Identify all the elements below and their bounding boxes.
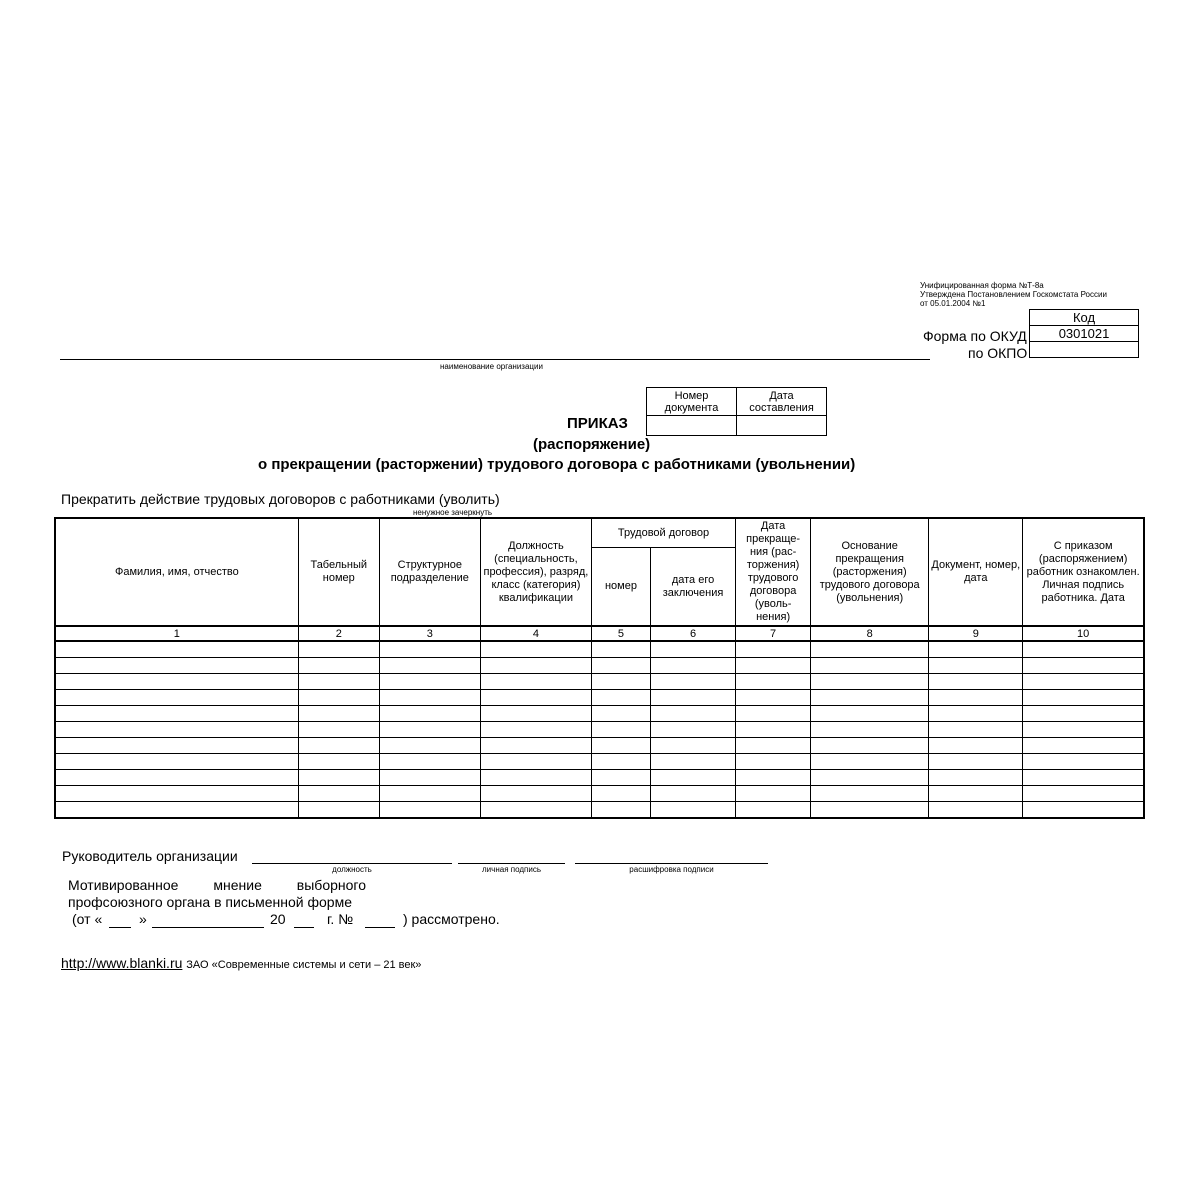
motivation-from-label: (от «	[72, 911, 103, 927]
col-header-position: Должность (специальность, профессия), разряд, класс (категория) квалификации	[480, 518, 591, 626]
table-cell[interactable]	[651, 802, 736, 819]
table-body	[55, 641, 1144, 818]
table-cell[interactable]	[591, 786, 650, 802]
year-field[interactable]	[294, 927, 314, 928]
table-cell[interactable]	[1023, 690, 1144, 706]
column-number: 1	[55, 626, 298, 641]
table-cell[interactable]	[591, 690, 650, 706]
motivation-word: Мотивированное	[68, 877, 179, 893]
code-box	[1029, 309, 1139, 358]
table-cell[interactable]	[379, 786, 480, 802]
table-row	[55, 754, 1144, 770]
col-header-name: Фамилия, имя, отчество	[55, 518, 298, 626]
table-cell[interactable]	[379, 770, 480, 786]
table-cell[interactable]	[736, 658, 811, 674]
table-cell[interactable]	[591, 770, 650, 786]
table-cell[interactable]	[1023, 658, 1144, 674]
table-cell[interactable]	[298, 738, 379, 754]
form-stamp	[920, 281, 1107, 308]
table-cell[interactable]	[929, 770, 1023, 786]
table-cell[interactable]	[1023, 722, 1144, 738]
col-header-contract: Трудовой договор	[591, 518, 735, 548]
signature-caption: личная подпись	[482, 865, 541, 874]
col-header-contract-number: номер	[591, 548, 650, 627]
table-cell[interactable]	[55, 754, 298, 770]
table-row	[55, 674, 1144, 690]
table-cell[interactable]	[651, 786, 736, 802]
table-row	[55, 802, 1144, 819]
motivation-line1	[68, 877, 366, 893]
table-cell[interactable]	[811, 690, 929, 706]
table-cell[interactable]	[811, 674, 929, 690]
manager-decoding-field[interactable]	[575, 863, 768, 864]
okpo-label: по ОКПО	[968, 345, 1028, 361]
table-cell[interactable]	[591, 641, 650, 658]
table-cell[interactable]	[298, 802, 379, 819]
table-cell[interactable]	[55, 674, 298, 690]
table-cell[interactable]	[736, 674, 811, 690]
table-cell[interactable]	[379, 722, 480, 738]
table-cell[interactable]	[55, 786, 298, 802]
table-cell[interactable]	[1023, 641, 1144, 658]
form-stamp-line1: Унифицированная форма №Т-8а	[920, 281, 1044, 290]
table-row	[55, 658, 1144, 674]
table-cell[interactable]	[480, 674, 591, 690]
table-cell[interactable]	[480, 706, 591, 722]
table-cell[interactable]	[929, 641, 1023, 658]
motivation-line2: профсоюзного органа в письменной форме	[68, 894, 352, 910]
table-cell[interactable]	[55, 658, 298, 674]
table-cell[interactable]	[298, 658, 379, 674]
table-cell[interactable]	[1023, 770, 1144, 786]
table-cell[interactable]	[1023, 706, 1144, 722]
column-number: 8	[811, 626, 929, 641]
table-cell[interactable]	[736, 738, 811, 754]
column-numbers-row	[55, 626, 1144, 641]
company-name: ЗАО «Современные системы и сети – 21 век»	[186, 959, 422, 971]
intro-text: Прекратить действие трудовых договоров с работниками (уволить)	[61, 491, 500, 507]
form-stamp-line2: Утверждена Постановлением Госкомстата России	[920, 290, 1107, 299]
table-row	[55, 641, 1144, 658]
okpo-code-field[interactable]	[1030, 342, 1139, 358]
table-cell[interactable]	[591, 738, 650, 754]
table-cell[interactable]	[379, 706, 480, 722]
table-cell[interactable]	[298, 690, 379, 706]
page-subtitle: (распоряжение)	[533, 436, 651, 453]
table-cell[interactable]	[1023, 786, 1144, 802]
table-cell[interactable]	[379, 658, 480, 674]
table-cell[interactable]	[736, 802, 811, 819]
table-cell[interactable]	[811, 722, 929, 738]
motivation-word: мнение	[213, 877, 262, 893]
table-cell[interactable]	[651, 690, 736, 706]
table-cell[interactable]	[811, 802, 929, 819]
table-cell[interactable]	[736, 770, 811, 786]
table-cell[interactable]	[811, 658, 929, 674]
column-number: 3	[379, 626, 480, 641]
table-cell[interactable]	[55, 690, 298, 706]
table-cell[interactable]	[298, 786, 379, 802]
table-cell[interactable]	[811, 754, 929, 770]
column-number: 9	[929, 626, 1023, 641]
table-cell[interactable]	[480, 754, 591, 770]
doc-number-header: Номер документа	[647, 388, 737, 416]
col-header-department: Структурное подразделение	[379, 518, 480, 626]
table-cell[interactable]	[929, 690, 1023, 706]
table-cell[interactable]	[651, 641, 736, 658]
column-number: 10	[1023, 626, 1144, 641]
table-cell[interactable]	[651, 770, 736, 786]
table-row	[55, 738, 1144, 754]
table-cell[interactable]	[591, 706, 650, 722]
decoding-caption: расшифровка подписи	[629, 865, 714, 874]
organization-name-line[interactable]	[60, 359, 930, 360]
organization-caption: наименование организации	[440, 362, 543, 371]
manager-position-field[interactable]	[252, 863, 452, 864]
table-cell[interactable]	[811, 770, 929, 786]
table-cell[interactable]	[55, 770, 298, 786]
table-cell[interactable]	[736, 706, 811, 722]
table-cell[interactable]	[736, 786, 811, 802]
footer	[61, 955, 421, 971]
reviewed-text: ) рассмотрено.	[403, 911, 500, 927]
table-cell[interactable]	[55, 722, 298, 738]
doc-date-field[interactable]	[737, 416, 827, 436]
column-number: 7	[736, 626, 811, 641]
col-header-document: Документ, номер, дата	[929, 518, 1023, 626]
table-cell[interactable]	[811, 786, 929, 802]
table-cell[interactable]	[929, 706, 1023, 722]
table-cell[interactable]	[651, 674, 736, 690]
table-cell[interactable]	[929, 786, 1023, 802]
table-cell[interactable]	[379, 738, 480, 754]
table-cell[interactable]	[651, 722, 736, 738]
table-cell[interactable]	[591, 674, 650, 690]
table-cell[interactable]	[55, 706, 298, 722]
table-cell[interactable]	[736, 754, 811, 770]
table-row	[55, 722, 1144, 738]
column-number: 6	[651, 626, 736, 641]
table-cell[interactable]	[480, 770, 591, 786]
table-cell[interactable]	[55, 802, 298, 819]
table-cell[interactable]	[298, 706, 379, 722]
table-cell[interactable]	[811, 738, 929, 754]
table-cell[interactable]	[298, 674, 379, 690]
column-number: 4	[480, 626, 591, 641]
table-cell[interactable]	[929, 738, 1023, 754]
quote-close: »	[139, 911, 147, 927]
table-cell[interactable]	[736, 641, 811, 658]
table-cell[interactable]	[379, 641, 480, 658]
position-caption: должность	[332, 865, 372, 874]
page-heading: о прекращении (расторжении) трудового договора с работниками (увольнении)	[258, 456, 856, 473]
document-number-box	[646, 387, 827, 436]
table-cell[interactable]	[298, 770, 379, 786]
table-cell[interactable]	[1023, 738, 1144, 754]
table-cell[interactable]	[480, 786, 591, 802]
table-cell[interactable]	[298, 754, 379, 770]
number-label: г. №	[327, 911, 354, 927]
code-header: Код	[1030, 310, 1139, 326]
table-cell[interactable]	[591, 754, 650, 770]
table-row	[55, 786, 1144, 802]
table-cell[interactable]	[480, 738, 591, 754]
col-header-tab-number: Табельный номер	[298, 518, 379, 626]
table-cell[interactable]	[651, 706, 736, 722]
table-row	[55, 690, 1144, 706]
table-cell[interactable]	[929, 674, 1023, 690]
table-cell[interactable]	[379, 802, 480, 819]
okud-label: Форма по ОКУД	[923, 328, 1027, 344]
table-cell[interactable]	[591, 658, 650, 674]
site-link[interactable]: http://www.blanki.ru	[61, 955, 183, 971]
table-cell[interactable]	[736, 722, 811, 738]
col-header-acknowledgement: С приказом (распоряжением) работник ознакомлен. Личная подпись работника. Дата	[1023, 518, 1144, 626]
col-header-end-date: Дата прекраще-ния (рас-торжения) трудового договора (уволь-нения)	[736, 518, 811, 626]
table-cell[interactable]	[591, 802, 650, 819]
year-prefix: 20	[270, 911, 286, 927]
table-cell[interactable]	[298, 641, 379, 658]
table-cell[interactable]	[929, 722, 1023, 738]
table-cell[interactable]	[736, 690, 811, 706]
motivation-word: выборного	[296, 877, 366, 893]
table-cell[interactable]	[379, 674, 480, 690]
table-cell[interactable]	[298, 722, 379, 738]
form-stamp-line3: от 05.01.2004 №1	[920, 299, 986, 308]
column-number: 5	[591, 626, 650, 641]
table-cell[interactable]	[651, 754, 736, 770]
table-cell[interactable]	[929, 658, 1023, 674]
month-field[interactable]	[152, 927, 264, 928]
table-cell[interactable]	[480, 658, 591, 674]
table-cell[interactable]	[55, 641, 298, 658]
day-field[interactable]	[109, 927, 131, 928]
doc-date-header: Дата составления	[737, 388, 827, 416]
col-header-contract-date: дата его заключения	[651, 548, 736, 627]
table-cell[interactable]	[480, 802, 591, 819]
table-cell[interactable]	[379, 754, 480, 770]
okud-code-field[interactable]: 0301021	[1030, 326, 1139, 342]
table-cell[interactable]	[55, 738, 298, 754]
doc-number-field[interactable]	[647, 416, 737, 436]
manager-signature-field[interactable]	[458, 863, 565, 864]
table-cell[interactable]	[379, 690, 480, 706]
number-field[interactable]	[365, 927, 395, 928]
table-cell[interactable]	[1023, 802, 1144, 819]
table-cell[interactable]	[591, 722, 650, 738]
table-cell[interactable]	[480, 641, 591, 658]
page-title: ПРИКАЗ	[567, 415, 628, 432]
table-cell[interactable]	[1023, 674, 1144, 690]
table-cell[interactable]	[929, 754, 1023, 770]
table-cell[interactable]	[480, 690, 591, 706]
table-cell[interactable]	[811, 706, 929, 722]
intro-caption: ненужное зачеркнуть	[413, 508, 493, 517]
table-cell[interactable]	[651, 658, 736, 674]
table-cell[interactable]	[480, 722, 591, 738]
table-cell[interactable]	[651, 738, 736, 754]
table-row	[55, 770, 1144, 786]
table-row	[55, 706, 1144, 722]
table-cell[interactable]	[811, 641, 929, 658]
table-cell[interactable]	[929, 802, 1023, 819]
col-header-reason: Основание прекращения (расторжения) трудового договора (увольнения)	[811, 518, 929, 626]
manager-label: Руководитель организации	[62, 848, 238, 864]
table-cell[interactable]	[1023, 754, 1144, 770]
employees-table	[54, 517, 1145, 819]
column-number: 2	[298, 626, 379, 641]
